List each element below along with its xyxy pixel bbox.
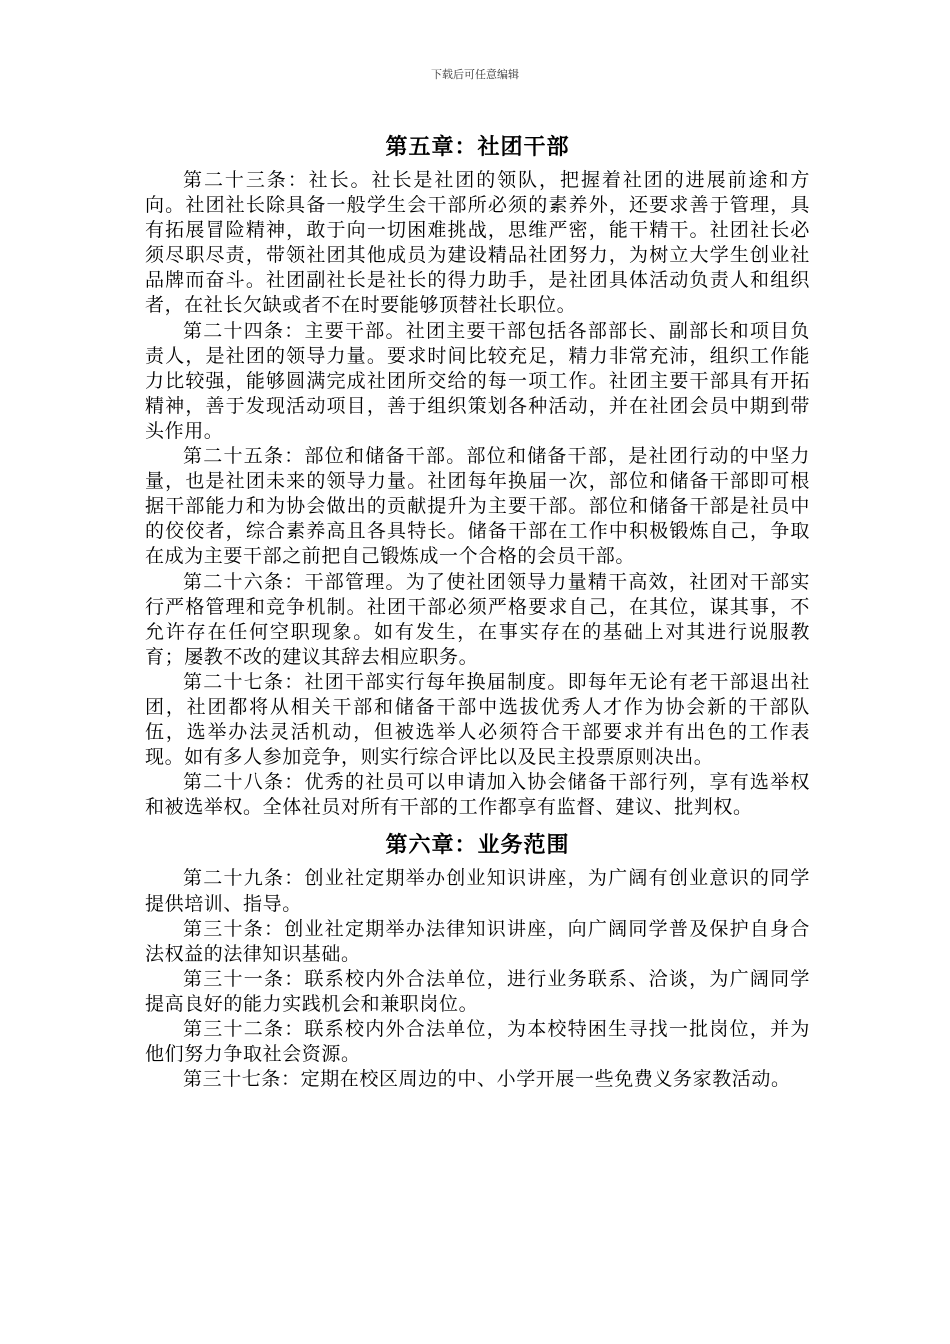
document-body [145,130,810,1092]
article-paragraph: 第二十四条：主要干部。社团主要干部包括各部部长、副部长和项目负责人，是社团的领导力量。要求时间比较充足，精力非常充沛，组织工作能力比较强，能够圆满完成社团所交给的每一项工作。社团主要干部具有开拓精神，善于发现活动项目，善于组织策划各种活动，并在社团会员中期到带头作用。 [145,319,810,442]
article-paragraph: 第二十六条：干部管理。为了使社团领导力量精干高效，社团对干部实行严格管理和竞争机制。社团干部必须严格要求自己，在其位，谋其事，不允许存在任何空职现象。如有发生，在事实存在的基础上对其进行说服教育；屡教不改的建议其辞去相应职务。 [145,570,810,668]
article-paragraph: 第二十三条：社长。社长是社团的领队，把握着社团的进展前途和方向。社团社长除具备一般学生会干部所必须的素养外，还要求善于管理，具有拓展冒险精神，敢于向一切困难挑战，思维严密，能干精干。社团社长必须尽职尽责，带领社团其他成员为建设精品社团努力，为树立大学生创业社品牌而奋斗。社团副社长是社长的得力助手，是社团具体活动负责人和组织者，在社长欠缺或者不在时要能够顶替社长职位。 [145,169,810,317]
article-paragraph: 第二十九条：创业社定期举办创业知识讲座，为广阔有创业意识的同学提供培训、指导。 [145,867,810,915]
chapter-title: 第六章：业务范围 [385,832,570,859]
article-paragraph: 第三十一条：联系校内外合法单位，进行业务联系、洽谈，为广阔同学提高良好的能力实践机会和兼职岗位。 [145,967,810,1015]
chapter-title: 第五章：社团干部 [385,134,570,160]
article-paragraph: 第二十七条：社团干部实行每年换届制度。即每年无论有老干部退出社团，社团都将从相关干部和储备干部中选拔优秀人才作为协会新的干部队伍，选举办法灵活机动，但被选举人必须符合干部要求并有出色的工作表现。如有多人参加竞争，则实行综合评比以及民主投票原则决出。 [145,670,810,769]
article-paragraph: 第二十八条：优秀的社员可以申请加入协会储备干部行列，享有选举权和被选举权。全体社员对所有干部的工作都享有监督、建议、批判权。 [145,771,810,819]
article-paragraph: 第三十二条：联系校内外合法单位，为本校特困生寻找一批岗位，并为他们努力争取社会资源。 [145,1018,810,1066]
article-paragraph: 第三十条：创业社定期举办法律知识讲座，向广阔同学普及保护自身合法权益的法律知识基础。 [145,917,810,965]
article-paragraph: 第二十五条：部位和储备干部。部位和储备干部，是社团行动的中坚力量，也是社团未来的领导力量。社团每年换届一次，部位和储备干部即可根据干部能力和为协会做出的贡献提升为主要干部。部位和储备干部是社员中的佼佼者，综合素养高且各具特长。储备干部在工作中积极锻炼自己，争取在成为主要干部之前把自己锻炼成一个合格的会员干部。 [145,445,810,568]
article-paragraph: 第三十七条：定期在校区周边的中、小学开展一些免费义务家教活动。 [183,1068,791,1091]
page-header-note: 下载后可任意编辑 [431,68,519,81]
